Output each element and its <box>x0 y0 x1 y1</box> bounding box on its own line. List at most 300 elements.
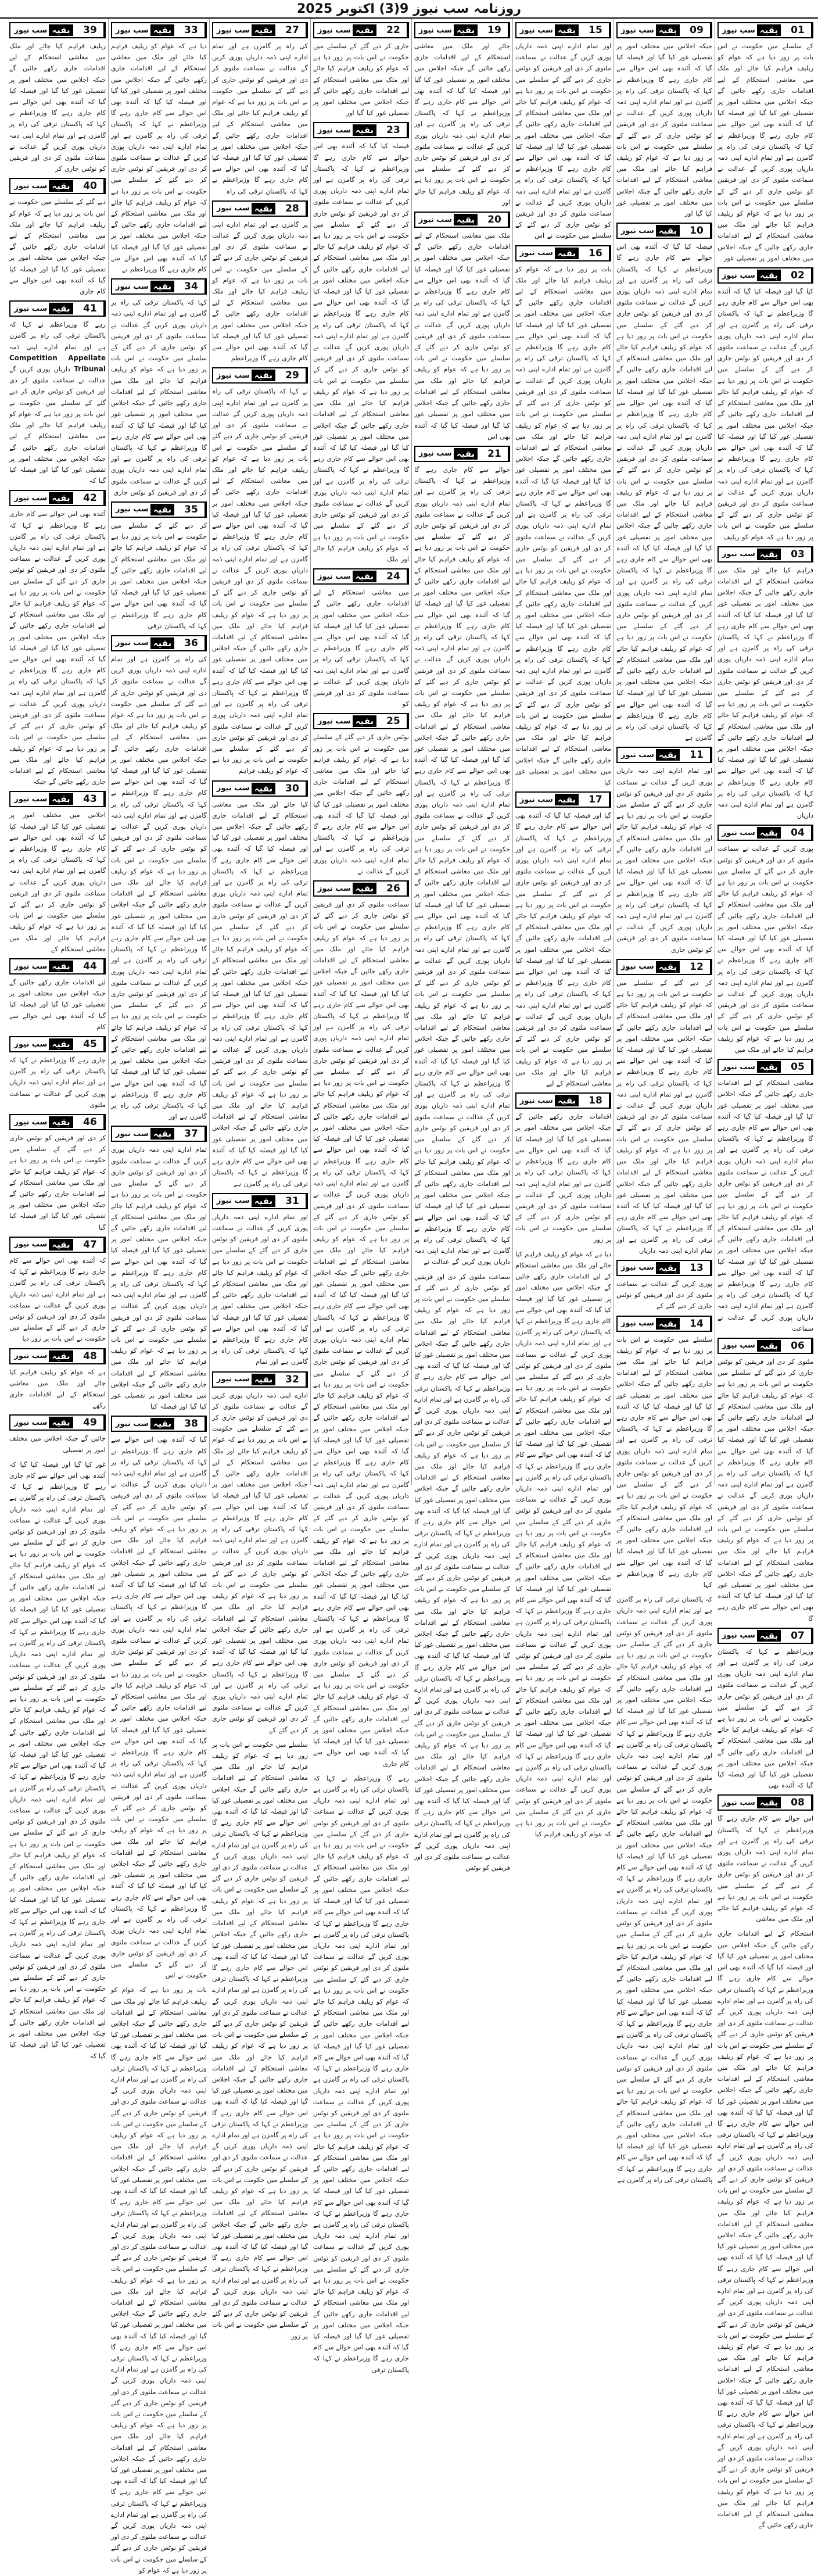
label-baqiya: بقیہ <box>252 203 275 214</box>
story-body: جائیں گے جبکہ اجلاس میں مختلف امور پر تفصیلی <box>9 1435 106 1454</box>
continued-text: سماعت ملتوی کر دی اور فریقین کو نوٹس جاری کر دیے گئے کے سلسلے میں حکومت نے اس بات پر زور دیا ہے کہ عوام کو ریلیف فراہم کیا جائے اور ملک میں معاشی استحکام کے لیے اقدامات جاری رکھے جائیں گے جبکہ اجلاس میں مختلف امور پر تفصیلی غور کیا گیا اور فیصلہ کیا گیا کہ آئندہ بھی اس حوالے سے کام جاری رہے گا وزیراعظم نے کہا کہ پاکستان ترقی کی راہ پر گامزن ہے اور تمام ادارے اپنی ذمہ داریاں پوری کریں گے عدالت نے سماعت ملتوی کر دی اور فریقین کو نوٹس جاری کر دیے گئے کے سلسلے میں حکومت نے اس بات پر زور دیا ہے کہ عوام کو ریلیف فراہم کیا جائے اور ملک میں معاشی استحکام کے لیے اقدامات جاری رکھے جائیں گے جبکہ اجلاس میں مختلف امور پر تفصیلی غور کیا گیا اور فیصلہ کیا گیا کہ آئندہ بھی اس حوالے سے کام جاری رہے گا وزیراعظم نے کہا کہ پاکستان ترقی کی راہ پر گامزن ہے اور تمام ادارے اپنی ذمہ داریاں پوری کریں گے عدالت نے سماعت ملتوی کر دی اور فریقین کو نوٹس جاری کر دیے گئے کے سلسلے میں حکومت نے اس بات پر زور دیا ہے کہ عوام کو ریلیف فراہم کیا جائے اور ملک میں معاشی استحکام کے لیے اقدامات جاری رکھے جائیں گے جبکہ اجلاس میں مختلف امور پر تفصیلی غور کیا گیا اور فیصلہ کیا گیا کہ آئندہ بھی اس حوالے سے کام جاری رہے گا وزیراعظم نے کہا کہ پاکستان ترقی کی راہ پر گامزن ہے اور تمام ادارے اپنی ذمہ داریاں پوری کریں گے عدالت نے سماعت ملتوی کر دی اور فریقین کو نوٹس جاری کر دیے گئے کے سلسلے میں حکومت نے اس بات پر زور دیا ہے کہ عوام کو ریلیف فراہم کیا جائے اور ملک میں معاشی استحکام کے لیے اقدامات جاری رکھے جائیں گے جبکہ اجلاس میں مختلف امور پر تفصیلی غور کیا گیا اور فیصلہ کیا گیا کہ آئندہ بھی اس حوالے سے کام جاری رہے گا وزیراعظم نے کہا کہ پاکستان ترقی کی راہ پر گامزن ہے اور تمام ادارے اپنی ذمہ داریاں پوری کریں گے عدالت نے سماعت ملتوی کر دی اور فریقین کو نوٹس <box>414 1273 510 1872</box>
story-body: فیصلہ کیا گیا کہ آئندہ بھی اس حوالے سے کام جاری رہے گا وزیراعظم نے کہا کہ پاکستان ترقی کی راہ پر گامزن ہے اور تمام ادارے اپنی ذمہ داریاں پوری کریں گے عدالت نے سماعت ملتوی کر دی اور فریقین کو نوٹس جاری کر دیے گئے کے سلسلے میں حکومت نے اس بات پر زور دیا ہے کہ عوام کو ریلیف فراہم کیا جائے اور ملک میں معاشی استحکام کے لیے اقدامات جاری رکھے جائیں گے جبکہ اجلاس میں مختلف امور پر تفصیلی غور کیا گیا اور فیصلہ کیا گیا کہ آئندہ بھی اس حوالے سے کام جاری رہے گا وزیراعظم نے کہا کہ پاکستان ترقی کی راہ پر گامزن ہے اور تمام ادارے اپنی ذمہ داریاں پوری کریں گے عدالت نے سماعت ملتوی کر دی اور فریقین کو نوٹس جاری کر دیے گئے کے سلسلے میں حکومت نے اس بات پر زور دیا ہے کہ عوام کو ریلیف فراہم کیا جائے اور ملک میں معاشی استحکام کے لیے اقدامات جاری رکھے جائیں گے جبکہ اجلاس میں مختلف امور پر تفصیلی غور کیا گیا اور فیصلہ کیا گیا کہ آئندہ بھی اس حوالے سے کام جاری رہے گا وزیراعظم نے کہا کہ پاکستان ترقی کی راہ پر گامزن ہے اور تمام ادارے اپنی ذمہ داریاں پوری کریں گے عدالت نے سماعت ملتوی کر دی اور فریقین کو نوٹس جاری کر دیے گئے کے سلسلے میں حکومت نے اس بات پر زور دیا ہے کہ عوام کو ریلیف فراہم کیا جائے اور ملک <box>313 142 409 563</box>
story-label <box>213 23 279 37</box>
story-label <box>10 491 77 505</box>
story-body: گیا کہ آئندہ بھی اس حوالے سے کام جاری رہے گا وزیراعظم نے کہا کہ پاکستان ترقی کی راہ پر گامزن ہے اور تمام ادارے اپنی ذمہ داریاں پوری کریں گے عدالت نے سماعت ملتوی کر دی اور فریقین کو نوٹس جاری کر دیے گئے کے سلسلے میں حکومت نے اس بات پر زور دیا ہے کہ عوام کو ریلیف فراہم کیا جائے اور ملک میں معاشی استحکام کے لیے اقدامات جاری رکھے جائیں گے جبکہ اجلاس میں مختلف امور پر تفصیلی غور کیا گیا اور فیصلہ کیا گیا کہ آئندہ بھی اس حوالے سے کام جاری رہے گا وزیراعظم نے کہا کہ پاکستان ترقی کی راہ پر گامزن ہے اور تمام ادارے اپنی ذمہ داریاں پوری کریں گے عدالت نے سماعت ملتوی کر دی اور فریقین کو نوٹس جاری کر دیے گئے کے سلسلے میں حکومت نے اس بات پر زور دیا ہے کہ عوام کو ریلیف فراہم کیا جائے اور ملک میں معاشی استحکام کے لیے اقدامات جاری رکھے جائیں گے جبکہ اجلاس میں مختلف امور پر تفصیلی غور کیا گیا اور فیصلہ کیا گیا کہ آئندہ بھی اس حوالے سے کام جاری رہے گا وزیراعظم نے کہا کہ پاکستان ترقی کی راہ پر گامزن ہے اور تمام ادارے اپنی ذمہ داریاں پوری کریں گے عدالت نے سماعت ملتوی کر دی اور فریقین کو نوٹس جاری کر دیے گئے کے سلسلے میں حکومت نے اس بات پر زور دیا ہے کہ عوام کو ریلیف فراہم کیا جائے اور ملک میں معاشی استحکام کے لیے اقدامات جاری رکھے جائیں گے جبکہ اجلاس میں مختلف امور پر تفصیلی غور کیا گیا اور فیصلہ کیا گیا کہ آئندہ بھی اس حوالے سے کام جاری رہے گا وزیراعظم نے کہا کہ پاکستان ترقی کی راہ پر گامزن ہے اور تمام ادارے اپنی ذمہ داریاں پوری کریں گے عدالت نے سماعت ملتوی کر دی اور فریقین کو نوٹس جاری کر دیے گئے کے سلسلے میں حکومت نے اس <box>111 1436 207 1980</box>
story-33 <box>111 22 207 275</box>
label-sab-news: سب نیوز <box>14 794 48 804</box>
story-number: 08 <box>784 1796 812 1810</box>
story-body: کیا جائے اور ملک میں معاشی استحکام کے لیے اقدامات جاری رکھے جائیں گے جبکہ اجلاس میں مختلف امور پر تفصیلی غور کیا گیا اور فیصلہ کیا گیا کہ آئندہ بھی اس حوالے سے کام جاری رہے گا وزیراعظم نے کہا کہ پاکستان ترقی کی راہ پر گامزن ہے اور تمام ادارے اپنی ذمہ داریاں پوری کریں گے عدالت نے سماعت ملتوی کر دی اور فریقین کو نوٹس جاری کر دیے گئے کے سلسلے میں حکومت نے اس بات پر زور دیا ہے کہ عوام کو ریلیف فراہم کیا جائے اور ملک میں معاشی استحکام کے لیے اقدامات جاری رکھے جائیں گے جبکہ اجلاس میں مختلف امور پر تفصیلی غور کیا گیا اور فیصلہ کیا گیا کہ آئندہ بھی اس حوالے سے کام جاری رہے گا وزیراعظم نے کہا کہ پاکستان ترقی کی راہ پر گامزن ہے اور تمام ادارے اپنی ذمہ داریاں پوری کریں گے عدالت نے سماعت ملتوی کر دی اور فریقین کو نوٹس جاری کر دیے گئے کے سلسلے میں حکومت نے اس بات پر زور دیا ہے کہ عوام کو ریلیف فراہم کیا جائے اور ملک میں معاشی استحکام کے لیے اقدامات جاری رکھے جائیں گے جبکہ اجلاس میں مختلف امور پر تفصیلی غور کیا گیا اور فیصلہ کیا گیا کہ آئندہ بھی اس حوالے سے کام جاری رہے گا وزیراعظم نے کہا کہ پاکستان ترقی کی راہ پر گامزن ہے <box>212 800 308 1188</box>
story-label <box>719 268 784 282</box>
story-body: اقدامات جاری رکھے جائیں گے جبکہ اجلاس میں مختلف امور پر تفصیلی غور کیا گیا اور فیصلہ کیا گیا کہ آئندہ بھی اس حوالے سے کام جاری رہے گا وزیراعظم نے کہا کہ پاکستان ترقی کی راہ پر گامزن ہے اور تمام ادارے اپنی ذمہ داریاں پوری کریں گے عدالت نے سماعت ملتوی کر دی اور فریقین کو نوٹس جاری کر دیے گئے کے سلسلے میں حکومت نے اس بات پر زور <box>515 1113 611 1244</box>
story-label <box>719 23 784 37</box>
columns-container <box>2 19 816 2574</box>
story-header <box>9 300 106 317</box>
story-header <box>616 1316 712 1332</box>
label-baqiya: بقیہ <box>454 24 478 36</box>
label-sab-news: سب نیوز <box>14 1352 48 1361</box>
story-header <box>717 267 813 284</box>
story-number: 43 <box>77 792 105 806</box>
story-number: 49 <box>77 1416 105 1429</box>
story-number: 03 <box>784 547 812 561</box>
story-37 <box>111 1126 207 1412</box>
story-label <box>516 23 582 37</box>
story-header <box>212 200 308 217</box>
story-body: کہ آئندہ بھی اس حوالے سے کام جاری رہے گا وزیراعظم نے کہا کہ پاکستان ترقی کی راہ پر گامزن ہے اور تمام ادارے اپنی ذمہ داریاں پوری کریں گے عدالت نے سماعت ملتوی کر دی اور فریقین کو نوٹس جاری کر دیے گئے کے سلسلے میں حکومت نے اس بات پر زور دیا <box>9 1256 106 1343</box>
story-header <box>212 780 308 797</box>
label-baqiya: بقیہ <box>252 370 275 381</box>
label-baqiya: بقیہ <box>49 303 73 314</box>
label-baqiya: بقیہ <box>353 124 376 136</box>
label-sab-news: سب نیوز <box>317 26 351 35</box>
story-header <box>717 1338 813 1354</box>
story-body: ملتوی کر دی اور فریقین کو نوٹس جاری کر دیے گئے کے سلسلے میں حکومت نے اس بات پر زور دیا ہے کہ عوام کو ریلیف فراہم کیا جائے اور ملک میں معاشی استحکام کے لیے اقدامات جاری رکھے جائیں گے جبکہ اجلاس میں مختلف امور پر تفصیلی غور کیا گیا اور فیصلہ کیا گیا کہ آئندہ بھی اس حوالے سے کام جاری رہے گا وزیراعظم نے کہا کہ پاکستان ترقی کی راہ پر گامزن ہے اور تمام ادارے اپنی ذمہ داریاں پوری کریں گے عدالت نے سماعت ملتوی کر دی اور فریقین کو نوٹس جاری کر دیے گئے کے سلسلے میں حکومت نے اس بات پر زور دیا ہے کہ عوام کو ریلیف فراہم کیا جائے اور ملک میں معاشی استحکام کے لیے اقدامات جاری رکھے جائیں گے جبکہ اجلاس میں مختلف امور پر تفصیلی غور کیا گیا اور فیصلہ کیا گیا کہ آئندہ بھی اس حوالے سے کام جاری رہے گا <box>717 1357 813 1622</box>
story-02 <box>717 267 813 543</box>
story-label <box>415 447 481 461</box>
story-header <box>9 490 106 506</box>
story-number: 18 <box>582 1094 610 1108</box>
label-sab-news: سب نیوز <box>722 271 755 280</box>
story-label <box>516 793 582 807</box>
story-label <box>618 23 683 37</box>
story-01 <box>717 22 813 264</box>
story-25 <box>313 713 409 877</box>
story-label <box>719 1629 784 1643</box>
story-number: 36 <box>178 636 206 650</box>
story-header <box>9 1036 106 1052</box>
story-body: حوالے سے کام جاری رہے گا وزیراعظم نے کہا کہ پاکستان ترقی کی راہ پر گامزن ہے اور تمام ادارے اپنی ذمہ داریاں پوری کریں گے عدالت نے سماعت ملتوی کر دی اور فریقین کو نوٹس جاری کر دیے گئے کے سلسلے میں حکومت نے اس بات پر زور دیا ہے کہ عوام کو ریلیف فراہم کیا جائے اور ملک میں معاشی استحکام کے لیے اقدامات جاری رکھے جائیں گے جبکہ اجلاس میں مختلف امور پر تفصیلی غور کیا گیا اور فیصلہ کیا گیا کہ آئندہ بھی اس حوالے سے کام جاری رہے گا وزیراعظم نے کہا کہ پاکستان ترقی کی راہ پر گامزن ہے اور تمام ادارے اپنی ذمہ داریاں پوری کریں گے عدالت نے سماعت ملتوی کر دی اور فریقین کو نوٹس جاری کر دیے گئے کے سلسلے میں حکومت نے اس بات پر زور دیا ہے کہ عوام کو ریلیف فراہم کیا جائے اور ملک میں معاشی استحکام کے لیے اقدامات جاری رکھے جائیں گے جبکہ اجلاس میں مختلف امور پر تفصیلی غور کیا گیا اور فیصلہ کیا گیا کہ آئندہ بھی اس حوالے سے کام جاری رہے گا وزیراعظم نے کہا کہ پاکستان ترقی کی راہ پر گامزن ہے اور تمام ادارے اپنی ذمہ داریاں پوری کریں گے عدالت نے سماعت ملتوی کر دی اور فریقین کو نوٹس جاری کر دیے گئے کے سلسلے میں حکومت نے اس بات پر زور دیا ہے کہ عوام کو ریلیف فراہم کیا جائے اور ملک میں معاشی استحکام کے لیے اقدامات جاری رکھے جائیں گے جبکہ اجلاس میں مختلف امور پر تفصیلی غور کیا گیا اور فیصلہ کیا گیا کہ آئندہ بھی اس حوالے سے کام جاری رہے گا وزیراعظم نے کہا کہ پاکستان ترقی کی راہ پر گامزن ہے اور تمام ادارے اپنی ذمہ داریاں پوری کریں گے عدالت نے سماعت ملتوی کر دی اور فریقین کو نوٹس جاری کر دیے گئے کے سلسلے میں حکومت نے اس بات پر زور دیا ہے کہ عوام کو ریلیف فراہم کیا جائے اور ملک میں معاشی استحکام کے لیے اقدامات جاری رکھے جائیں گے جبکہ اجلاس میں مختلف امور پر تفصیلی غور کیا گیا اور فیصلہ کیا گیا کہ آئندہ بھی اس حوالے سے کام جاری رہے گا وزیراعظم نے کہا کہ پاکستان ترقی کی راہ پر گامزن ہے اور تمام ادارے اپنی ذمہ داریاں پوری کریں گے عدالت نے سماعت ملتوی کر دی اور فریقین کو نوٹس جاری کر دیے گئے کے سلسلے میں حکومت نے اس بات پر زور دیا ہے کہ عوام کو ریلیف فراہم کیا جائے اور ملک میں معاشی استحکام کے لیے اقدامات جاری رکھے جائیں گے جبکہ اجلاس میں مختلف امور پر تفصیلی غور کیا گیا اور فیصلہ کیا گیا کہ آئندہ بھی اس حوالے سے کام جاری رہے گا وزیراعظم نے کہا کہ پاکستان ترقی کی راہ پر گامزن ہے اور تمام ادارے اپنی ذمہ داریاں پوری کریں گے عدالت نے <box>414 465 510 1266</box>
label-sab-news: سب نیوز <box>317 126 351 135</box>
story-header <box>313 880 409 897</box>
story-40 <box>9 178 106 297</box>
story-header <box>313 22 409 38</box>
label-sab-news: سب نیوز <box>519 26 553 35</box>
story-body: جبکہ اجلاس میں مختلف امور پر تفصیلی غور کیا گیا اور فیصلہ کیا گیا کہ آئندہ بھی اس حوالے سے کام جاری رہے گا وزیراعظم نے کہا کہ پاکستان ترقی کی راہ پر گامزن ہے اور تمام ادارے اپنی ذمہ داریاں پوری کریں گے عدالت نے سماعت ملتوی کر دی اور فریقین کو نوٹس جاری کر دیے گئے کے سلسلے میں حکومت نے اس بات پر زور دیا ہے کہ عوام کو ریلیف فراہم کیا جائے اور ملک میں معاشی استحکام کے لیے اقدامات جاری رکھے جائیں گے جبکہ اجلاس میں مختلف امور پر تفصیلی غور کیا گیا اور <box>616 42 712 218</box>
story-label <box>213 782 279 796</box>
continued-text: استحکام کے لیے اقدامات جاری رکھے جائیں گے جبکہ اجلاس میں مختلف امور پر تفصیلی غور کیا گیا اور فیصلہ کیا گیا کہ آئندہ بھی اس حوالے سے کام جاری رہے گا وزیراعظم نے کہا کہ پاکستان ترقی کی راہ پر گامزن ہے اور تمام ادارے اپنی ذمہ داریاں پوری کریں گے عدالت نے سماعت ملتوی کر دی اور فریقین کو نوٹس جاری کر دیے گئے کے سلسلے میں حکومت نے اس بات پر زور دیا ہے کہ عوام کو ریلیف فراہم کیا جائے اور ملک میں معاشی استحکام کے لیے اقدامات جاری رکھے جائیں گے جبکہ اجلاس میں مختلف امور پر تفصیلی غور کیا گیا اور فیصلہ کیا گیا کہ آئندہ بھی اس حوالے سے کام جاری رہے گا وزیراعظم نے کہا کہ پاکستان ترقی کی راہ پر گامزن ہے اور تمام ادارے اپنی ذمہ داریاں پوری کریں گے عدالت نے سماعت ملتوی کر دی اور فریقین کو نوٹس جاری کر دیے گئے کے سلسلے میں حکومت نے اس بات پر زور دیا ہے کہ عوام کو ریلیف فراہم کیا جائے اور ملک میں معاشی استحکام کے لیے اقدامات جاری رکھے جائیں گے جبکہ اجلاس میں مختلف امور پر تفصیلی غور کیا گیا اور فیصلہ کیا گیا کہ آئندہ بھی اس حوالے سے کام جاری رہے گا وزیراعظم نے کہا کہ پاکستان ترقی کی راہ پر گامزن ہے اور تمام ادارے اپنی ذمہ داریاں پوری کریں گے عدالت نے سماعت ملتوی کر دی اور فریقین کو نوٹس جاری کر دیے گئے کے سلسلے میں حکومت نے اس بات پر زور دیا ہے کہ عوام کو ریلیف فراہم کیا جائے اور ملک میں معاشی استحکام کے لیے اقدامات جاری رکھے جائیں گے جبکہ اجلاس میں مختلف امور پر تفصیلی غور کیا گیا اور فیصلہ کیا گیا کہ آئندہ بھی اس حوالے سے کام جاری رہے گا وزیراعظم نے کہا کہ پاکستان ترقی کی راہ پر گامزن ہے اور تمام ادارے اپنی ذمہ داریاں پوری کریں گے عدالت نے سماعت ملتوی کر دی اور فریقین کو نوٹس جاری کر دیے گئے کے سلسلے میں حکومت نے اس بات پر زور دیا ہے کہ عوام کو ریلیف فراہم کیا جائے اور ملک میں معاشی استحکام کے لیے اقدامات جاری رکھے جائیں گے <box>717 1930 813 2530</box>
story-label <box>112 280 178 293</box>
label-baqiya: بقیہ <box>353 571 376 582</box>
story-body: نے کہا کہ پاکستان ترقی کی راہ پر گامزن ہے اور تمام ادارے اپنی ذمہ داریاں پوری کریں گے عدالت نے سماعت ملتوی کر دی اور فریقین کو نوٹس جاری کر دیے گئے کے سلسلے میں حکومت نے اس بات پر زور دیا ہے کہ عوام کو ریلیف فراہم کیا جائے اور ملک میں معاشی استحکام کے لیے اقدامات جاری رکھے جائیں گے جبکہ اجلاس میں مختلف امور پر تفصیلی غور کیا گیا اور فیصلہ کیا گیا کہ آئندہ بھی اس حوالے سے کام جاری رہے گا وزیراعظم نے کہا کہ پاکستان ترقی کی راہ پر گامزن ہے اور تمام ادارے اپنی ذمہ داریاں پوری کریں گے عدالت نے سماعت ملتوی کر دی اور فریقین کو نوٹس جاری کر دیے گئے کے سلسلے میں حکومت نے اس بات پر زور دیا ہے کہ عوام کو ریلیف فراہم کیا جائے اور ملک میں معاشی استحکام کے لیے اقدامات جاری رکھے جائیں گے جبکہ اجلاس میں مختلف امور پر تفصیلی غور کیا گیا اور فیصلہ کیا گیا کہ آئندہ بھی اس حوالے سے کام جاری رہے گا وزیراعظم نے کہا کہ پاکستان ترقی کی راہ پر گامزن ہے اور تمام ادارے اپنی ذمہ داریاں پوری کریں گے عدالت نے سماعت ملتوی کر دی اور فریقین کو نوٹس جاری کر دیے گئے کے سلسلے میں حکومت نے اس بات پر زور دیا ہے کہ عوام کو ریلیف فراہم <box>212 388 308 775</box>
label-sab-news: سب نیوز <box>14 304 48 313</box>
label-baqiya: بقیہ <box>353 24 376 36</box>
story-number: 05 <box>784 1060 812 1074</box>
label-baqiya: بقیہ <box>150 1128 174 1140</box>
story-body: جاری کر دیے گئے کے سلسلے میں حکومت نے اس بات پر زور دیا ہے کہ عوام کو ریلیف فراہم کیا جائے اور ملک میں معاشی استحکام کے لیے اقدامات جاری رکھے جائیں گے جبکہ اجلاس میں مختلف امور پر تفصیلی غور کیا گیا اور <box>313 42 409 117</box>
story-number: 30 <box>279 782 307 796</box>
story-header <box>212 367 308 384</box>
label-baqiya: بقیہ <box>656 24 680 36</box>
label-sab-news: سب نیوز <box>722 26 755 35</box>
story-body: معاشی استحکام کے لیے اقدامات جاری رکھے جائیں گے جبکہ اجلاس میں مختلف امور پر تفصیلی غور کیا گیا اور فیصلہ کیا گیا کہ آئندہ بھی اس حوالے سے کام جاری رہے گا وزیراعظم نے کہا کہ پاکستان ترقی کی راہ پر گامزن ہے اور تمام ادارے اپنی ذمہ داریاں پوری کریں گے عدالت نے سماعت ملتوی کر دی اور فریقین کو نوٹس جاری کر دیے گئے کے سلسلے میں حکومت نے اس بات پر زور دیا ہے کہ عوام کو ریلیف فراہم کیا جائے اور ملک میں معاشی استحکام کے لیے اقدامات جاری رکھے جائیں گے جبکہ اجلاس میں مختلف امور پر تفصیلی غور کیا گیا اور فیصلہ کیا گیا کہ آئندہ بھی اس حوالے سے کام جاری رہے گا وزیراعظم نے کہا کہ پاکستان ترقی کی راہ پر گامزن ہے اور تمام ادارے اپنی ذمہ داریاں پوری کریں گے عدالت نے سماعت <box>717 1079 813 1332</box>
label-sab-news: سب نیوز <box>620 1263 654 1273</box>
story-label <box>314 714 380 728</box>
label-baqiya: بقیہ <box>353 883 376 894</box>
english-term: Competition Appellate Tribunal <box>9 353 106 374</box>
story-13 <box>616 1260 712 1312</box>
column-4 <box>411 19 512 1872</box>
label-baqiya: بقیہ <box>757 24 781 36</box>
label-sab-news: سب نیوز <box>216 1196 250 1206</box>
story-number: 48 <box>77 1349 105 1363</box>
story-number: 28 <box>279 202 307 216</box>
label-sab-news: سب نیوز <box>317 716 351 726</box>
story-body: اس حوالے سے کام جاری رہے گا وزیراعظم نے کہا کہ پاکستان ترقی کی راہ پر گامزن ہے اور تمام ادارے اپنی ذمہ داریاں پوری کریں گے عدالت نے سماعت ملتوی کر دی اور فریقین کو نوٹس جاری کر دیے گئے کے سلسلے میں حکومت نے اس بات پر زور دیا ہے کہ عوام کو ریلیف فراہم کیا جائے اور ملک میں معاشی <box>717 1815 813 1923</box>
story-label <box>415 23 481 37</box>
story-header <box>212 22 308 38</box>
story-label <box>719 1060 784 1074</box>
story-number: 16 <box>582 246 610 260</box>
story-28 <box>212 200 308 364</box>
story-body: پوری کریں گے عدالت نے سماعت ملتوی کر دی اور فریقین کو نوٹس جاری کر دیے گئے کے <box>616 1280 712 1310</box>
story-header <box>414 446 510 462</box>
label-sab-news: سب نیوز <box>14 26 48 35</box>
story-label <box>719 547 784 561</box>
story-header <box>515 791 611 808</box>
story-header <box>717 22 813 38</box>
story-number: 09 <box>683 23 711 37</box>
label-baqiya: بقیہ <box>49 492 73 504</box>
label-sab-news: سب نیوز <box>115 282 149 291</box>
story-34 <box>111 278 207 498</box>
label-baqiya: بقیہ <box>555 24 579 36</box>
story-header <box>414 22 510 38</box>
label-sab-news: سب نیوز <box>115 26 149 35</box>
label-baqiya: بقیہ <box>49 1350 73 1362</box>
story-body: ملک میں معاشی استحکام کے لیے اقدامات جاری رکھے جائیں گے جبکہ اجلاس میں مختلف امور پر تفصیلی غور کیا گیا اور فیصلہ کیا گیا کہ آئندہ بھی اس حوالے سے کام جاری رہے گا وزیراعظم نے کہا کہ پاکستان ترقی کی راہ پر گامزن ہے اور تمام ادارے اپنی ذمہ داریاں پوری کریں گے عدالت نے سماعت ملتوی کر دی اور فریقین کو نوٹس جاری کر دیے گئے کے سلسلے میں حکومت نے اس بات پر زور دیا ہے کہ عوام کو ریلیف فراہم کیا جائے اور ملک میں معاشی استحکام کے لیے اقدامات جاری رکھے جائیں گے جبکہ اجلاس میں مختلف امور پر تفصیلی غور کیا گیا اور فیصلہ کیا گیا کہ آئندہ بھی اس <box>414 232 510 440</box>
story-46 <box>9 1114 106 1233</box>
label-sab-news: سب نیوز <box>722 828 755 837</box>
story-body: کی راہ پر گامزن ہے اور تمام ادارے اپنی ذمہ داریاں پوری کریں گے عدالت نے سماعت ملتوی کر دی اور فریقین کو نوٹس جاری کر دیے گئے کے سلسلے میں حکومت نے اس بات پر زور دیا ہے کہ عوام کو ریلیف فراہم کیا جائے اور ملک میں معاشی استحکام کے لیے اقدامات جاری رکھے جائیں گے جبکہ اجلاس میں مختلف امور پر تفصیلی غور کیا گیا اور فیصلہ کیا گیا کہ آئندہ بھی اس حوالے سے کام جاری رہے گا وزیراعظم نے کہا کہ پاکستان ترقی کی راہ <box>212 42 308 195</box>
story-45 <box>9 1036 106 1110</box>
story-header <box>111 1416 207 1432</box>
label-baqiya: بقیہ <box>49 793 73 805</box>
story-body: سماعت ملتوی کر دی اور فریقین کو نوٹس جاری کر دیے گئے کے سلسلے میں حکومت نے اس بات پر زور دیا ہے کہ عوام کو ریلیف فراہم کیا جائے اور ملک میں معاشی استحکام کے لیے اقدامات جاری رکھے جائیں گے جبکہ اجلاس میں مختلف امور پر تفصیلی غور کیا گیا اور فیصلہ کیا گیا کہ آئندہ بھی اس حوالے سے کام جاری رہے گا وزیراعظم نے کہا کہ پاکستان ترقی کی راہ پر گامزن ہے اور تمام ادارے اپنی ذمہ داریاں پوری کریں گے عدالت نے سماعت ملتوی کر دی اور فریقین کو نوٹس جاری کر دیے گئے کے سلسلے میں حکومت نے اس بات پر زور دیا ہے کہ عوام کو ریلیف فراہم کیا جائے اور ملک میں معاشی استحکام کے لیے اقدامات جاری رکھے جائیں گے جبکہ اجلاس میں مختلف امور پر تفصیلی غور کیا گیا اور فیصلہ کیا گیا کہ آئندہ بھی اس حوالے سے کام جاری رہے گا وزیراعظم نے کہا کہ پاکستان ترقی کی راہ پر گامزن ہے اور تمام ادارے اپنی ذمہ داریاں پوری کریں گے عدالت نے سماعت ملتوی کر دی اور فریقین کو نوٹس جاری کر دیے گئے کے سلسلے میں حکومت نے اس بات پر زور دیا ہے کہ عوام کو ریلیف فراہم کیا جائے اور ملک میں معاشی استحکام کے لیے اقدامات جاری رکھے جائیں گے جبکہ اجلاس میں مختلف امور پر تفصیلی غور کیا گیا اور فیصلہ کیا گیا کہ آئندہ بھی اس حوالے سے کام جاری رہے گا وزیراعظم نے کہا کہ پاکستان ترقی کی راہ پر گامزن ہے اور تمام ادارے اپنی ذمہ داریاں پوری کریں گے عدالت نے سماعت ملتوی کر دی اور فریقین کو نوٹس جاری کر دیے گئے کے سلسلے میں حکومت نے اس بات پر زور دیا ہے کہ عوام کو ریلیف فراہم کیا جائے اور ملک میں معاشی استحکام کے لیے اقدامات جاری رکھے جائیں گے جبکہ اجلاس میں مختلف امور پر تفصیلی غور کیا گیا اور فیصلہ کیا گیا کہ آئندہ بھی اس حوالے سے کام جاری رہے گا وزیراعظم نے کہا کہ پاکستان ترقی کی راہ پر گامزن ہے اور تمام ادارے اپنی ذمہ داریاں پوری کریں گے عدالت نے سماعت ملتوی کر دی اور فریقین کو نوٹس جاری کر دیے گئے کے سلسلے میں حکومت نے اس بات پر زور دیا ہے کہ عوام کو ریلیف فراہم کیا جائے اور ملک میں معاشی استحکام کے لیے اقدامات جاری رکھے جائیں گے جبکہ اجلاس میں مختلف امور پر تفصیلی غور کیا گیا اور فیصلہ کیا گیا کہ آئندہ بھی اس حوالے سے کام جاری رہے گا وزیراعظم نے کہا کہ پاکستان ترقی کی راہ پر گامزن ہے اور تمام ادارے اپنی ذمہ داریاں پوری کریں گے عدالت نے سماعت ملتوی کر دی اور فریقین کو نوٹس جاری کر دیے گئے کے سلسلے میں حکومت نے اس بات پر زور دیا ہے کہ عوام کو ریلیف فراہم کیا جائے اور ملک میں معاشی استحکام کے لیے اقدامات جاری رکھے جائیں گے جبکہ اجلاس میں مختلف امور پر تفصیلی غور کیا گیا اور فیصلہ کیا گیا کہ آئندہ بھی اس حوالے سے کام جاری <box>313 901 409 1768</box>
label-baqiya: بقیہ <box>49 1116 73 1128</box>
story-header <box>616 22 712 38</box>
label-sab-news: سب نیوز <box>722 1062 755 1072</box>
story-header <box>212 1193 308 1209</box>
story-label <box>10 959 77 973</box>
story-header <box>212 1371 308 1388</box>
story-header <box>9 791 106 807</box>
story-number: 32 <box>279 1373 307 1386</box>
story-label <box>213 202 279 216</box>
story-number: 45 <box>77 1037 105 1051</box>
story-label <box>618 1317 683 1331</box>
story-number: 11 <box>683 748 711 762</box>
label-sab-news: سب نیوز <box>418 215 452 224</box>
label-sab-news: سب نیوز <box>722 550 755 559</box>
story-label <box>516 1094 582 1108</box>
label-sab-news: سب نیوز <box>14 181 48 191</box>
continued-text: سلسلے میں حکومت نے اس بات پر زور دیا ہے کہ عوام کو ریلیف فراہم کیا جائے اور ملک میں معاشی استحکام کے لیے اقدامات جاری رکھے جائیں گے جبکہ اجلاس میں مختلف امور پر تفصیلی غور کیا گیا اور فیصلہ کیا گیا کہ آئندہ بھی اس حوالے سے کام جاری رہے گا وزیراعظم نے کہا کہ پاکستان ترقی کی راہ پر گامزن ہے اور تمام ادارے اپنی ذمہ داریاں پوری کریں گے عدالت نے سماعت ملتوی کر دی اور فریقین کو نوٹس جاری کر دیے گئے کے سلسلے میں حکومت نے اس بات پر زور دیا ہے کہ عوام کو ریلیف فراہم کیا جائے اور ملک میں معاشی استحکام کے لیے اقدامات جاری رکھے جائیں گے جبکہ اجلاس میں مختلف امور پر تفصیلی غور کیا گیا اور فیصلہ کیا گیا کہ آئندہ بھی اس حوالے سے کام جاری رہے گا وزیراعظم نے کہا کہ پاکستان ترقی کی راہ پر گامزن ہے اور تمام ادارے اپنی ذمہ داریاں پوری کریں گے عدالت نے سماعت ملتوی کر دی اور فریقین کو نوٹس جاری کر دیے گئے کے سلسلے میں حکومت نے اس بات پر زور دیا ہے کہ عوام کو ریلیف فراہم کیا جائے اور ملک میں معاشی استحکام کے لیے اقدامات جاری رکھے جائیں گے جبکہ اجلاس میں مختلف امور پر تفصیلی غور کیا گیا اور فیصلہ کیا گیا کہ آئندہ بھی اس حوالے سے کام جاری رہے گا وزیراعظم نے کہا کہ پاکستان ترقی کی راہ پر گامزن ہے اور تمام ادارے اپنی ذمہ داریاں پوری کریں گے عدالت نے سماعت ملتوی کر دی اور فریقین کو نوٹس جاری کر دیے گئے کے سلسلے میں حکومت نے اس بات پر زور دیا ہے کہ عوام کو ریلیف فراہم کیا جائے اور ملک میں معاشی استحکام کے لیے اقدامات جاری رکھے جائیں گے جبکہ اجلاس میں مختلف امور پر تفصیلی غور کیا گیا اور فیصلہ کیا گیا کہ آئندہ بھی اس حوالے سے کام جاری رہے گا وزیراعظم نے کہا کہ پاکستان ترقی کی راہ پر گامزن ہے اور تمام ادارے اپنی ذمہ داریاں پوری کریں گے عدالت نے سماعت ملتوی کر دی اور فریقین کو نوٹس جاری کر دیے گئے کے سلسلے میں حکومت نے اس بات پر زور <box>212 1740 308 2340</box>
story-header <box>9 1414 106 1431</box>
story-27 <box>212 22 308 197</box>
story-header <box>9 178 106 194</box>
story-body: گیا اور فیصلہ کیا گیا کہ آئندہ بھی اس حوالے سے کام جاری رہے گا وزیراعظم نے کہا کہ پاکستان ترقی کی راہ پر گامزن ہے اور تمام ادارے اپنی ذمہ داریاں پوری کریں گے عدالت نے سماعت ملتوی کر دی اور فریقین کو نوٹس جاری کر دیے گئے کے سلسلے میں حکومت نے اس بات پر زور دیا ہے کہ عوام کو ریلیف فراہم کیا جائے اور ملک میں معاشی استحکام کے لیے اقدامات جاری رکھے جائیں گے جبکہ اجلاس میں مختلف امور پر تفصیلی غور کیا گیا اور فیصلہ کیا گیا کہ آئندہ بھی اس حوالے سے کام جاری رہے گا وزیراعظم نے کہا کہ پاکستان ترقی کی راہ پر گامزن ہے اور تمام ادارے اپنی ذمہ داریاں پوری کریں گے عدالت نے سماعت ملتوی کر دی اور فریقین کو نوٹس جاری کر دیے گئے کے سلسلے میں حکومت نے اس بات پر زور دیا ہے کہ عوام کو ریلیف فراہم کیا جائے اور ملک میں معاشی استحکام کے لیے <box>515 812 611 1088</box>
story-30 <box>212 780 308 1190</box>
story-header <box>9 1237 106 1253</box>
story-body: بات پر زور دیا ہے کہ عوام کو ریلیف فراہم کیا جائے اور ملک میں معاشی استحکام کے لیے اقدامات جاری رکھے جائیں گے جبکہ اجلاس میں مختلف امور پر تفصیلی غور کیا گیا اور فیصلہ کیا گیا کہ آئندہ بھی اس حوالے سے کام جاری رہے گا وزیراعظم نے کہا کہ پاکستان ترقی کی راہ پر گامزن ہے اور تمام ادارے اپنی ذمہ داریاں پوری کریں گے عدالت نے سماعت ملتوی کر دی اور فریقین کو نوٹس جاری کر دیے گئے کے سلسلے میں حکومت نے اس بات پر زور دیا ہے کہ عوام کو ریلیف فراہم کیا جائے اور ملک میں معاشی استحکام کے لیے اقدامات جاری رکھے جائیں گے جبکہ اجلاس میں مختلف امور پر تفصیلی غور کیا گیا اور فیصلہ کیا گیا کہ آئندہ بھی اس حوالے سے کام جاری رہے گا وزیراعظم نے کہا کہ پاکستان ترقی کی راہ پر گامزن ہے اور تمام ادارے اپنی ذمہ داریاں پوری کریں گے عدالت نے سماعت ملتوی کر دی اور فریقین کو نوٹس جاری کر دیے گئے کے سلسلے میں حکومت نے اس بات پر زور دیا ہے کہ عوام کو ریلیف فراہم کیا جائے اور ملک میں معاشی استحکام کے لیے اقدامات جاری رکھے جائیں گے جبکہ اجلاس میں مختلف امور پر تفصیلی غور کیا گیا اور فیصلہ کیا گیا کہ آئندہ بھی اس حوالے سے کام جاری رہے گا وزیراعظم نے کہا کہ پاکستان ترقی کی راہ پر گامزن ہے اور تمام ادارے اپنی ذمہ داریاں پوری کریں گے عدالت نے سماعت ملتوی کر دی اور فریقین کو نوٹس جاری کر دیے گئے کے سلسلے میں حکومت نے اس بات پر زور دیا ہے کہ عوام کو ریلیف فراہم کیا جائے اور ملک میں معاشی استحکام کے لیے اقدامات جاری رکھے جائیں گے جبکہ اجلاس میں مختلف امور پر تفصیلی غور کیا <box>515 265 611 786</box>
story-header <box>313 713 409 729</box>
story-number: 01 <box>784 23 812 37</box>
story-body: سلسلے میں حکومت نے اس بات پر زور دیا ہے کہ عوام کو ریلیف فراہم کیا جائے اور ملک میں معاشی استحکام کے لیے اقدامات جاری رکھے جائیں گے جبکہ اجلاس میں مختلف امور پر تفصیلی غور کیا گیا اور فیصلہ کیا گیا کہ آئندہ بھی اس حوالے سے کام جاری رہے گا وزیراعظم نے کہا کہ پاکستان ترقی کی راہ پر گامزن ہے اور تمام ادارے اپنی ذمہ داریاں پوری کریں گے عدالت نے سماعت ملتوی کر دی اور فریقین کو نوٹس جاری کر دیے گئے کے سلسلے میں حکومت نے اس بات پر زور دیا ہے کہ عوام کو ریلیف فراہم کیا جائے اور ملک میں معاشی استحکام کے لیے اقدامات جاری رکھے جائیں گے جبکہ اجلاس میں مختلف امور پر تفصیلی غور کیا گیا اور فیصلہ کیا گیا کہ آئندہ بھی اس حوالے سے کام جاری رہے گا وزیراعظم نے کہا <box>616 1335 712 1589</box>
label-baqiya: بقیہ <box>150 504 174 515</box>
label-sab-news: سب نیوز <box>14 1240 48 1249</box>
label-baqiya: بقیہ <box>757 1797 781 1808</box>
story-number: 23 <box>380 123 408 137</box>
story-label <box>112 636 178 650</box>
story-11 <box>616 747 712 955</box>
story-07 <box>717 1628 813 1792</box>
label-baqiya: بقیہ <box>150 637 174 649</box>
story-05 <box>717 1059 813 1334</box>
story-number: 37 <box>178 1127 206 1141</box>
label-baqiya: بقیہ <box>656 961 680 973</box>
continued-text: دیا ہے کہ عوام کو ریلیف فراہم کیا جائے اور ملک میں معاشی استحکام کے لیے اقدامات جاری رکھے جائیں گے جبکہ اجلاس میں مختلف امور پر تفصیلی غور کیا گیا اور فیصلہ کیا گیا کہ آئندہ بھی اس حوالے سے کام جاری رہے گا وزیراعظم نے کہا کہ پاکستان ترقی کی راہ پر گامزن ہے اور تمام ادارے اپنی ذمہ داریاں پوری کریں گے عدالت نے سماعت ملتوی کر دی اور فریقین کو نوٹس جاری کر دیے گئے کے سلسلے میں حکومت نے اس بات پر زور دیا ہے کہ عوام کو ریلیف فراہم کیا جائے اور ملک میں معاشی استحکام کے لیے اقدامات جاری رکھے جائیں گے جبکہ اجلاس میں مختلف امور پر تفصیلی غور کیا گیا اور فیصلہ کیا گیا کہ آئندہ بھی اس حوالے سے کام جاری رہے گا وزیراعظم نے کہا کہ پاکستان ترقی کی راہ پر گامزن ہے اور تمام ادارے اپنی ذمہ داریاں پوری کریں گے عدالت نے سماعت ملتوی کر دی اور فریقین کو نوٹس جاری کر دیے گئے کے سلسلے میں حکومت نے اس بات پر زور دیا ہے کہ عوام کو ریلیف فراہم کیا جائے اور ملک میں معاشی استحکام کے لیے اقدامات جاری رکھے جائیں گے جبکہ اجلاس میں مختلف امور پر تفصیلی غور کیا گیا اور فیصلہ کیا گیا کہ آئندہ بھی اس حوالے سے کام جاری رہے گا وزیراعظم نے کہا کہ پاکستان ترقی کی راہ پر گامزن ہے اور تمام ادارے اپنی ذمہ داریاں پوری کریں گے عدالت نے سماعت ملتوی کر دی اور فریقین کو نوٹس جاری کر دیے گئے کے سلسلے میں حکومت نے اس بات پر زور دیا ہے کہ عوام کو ریلیف فراہم کیا جائے اور ملک میں معاشی استحکام کے لیے اقدامات جاری رکھے جائیں گے جبکہ اجلاس میں مختلف امور پر تفصیلی غور کیا گیا اور فیصلہ کیا گیا کہ آئندہ بھی اس حوالے سے کام جاری رہے گا وزیراعظم نے کہا کہ پاکستان ترقی کی راہ پر گامزن ہے اور تمام ادارے اپنی ذمہ داریاں پوری کریں گے عدالت نے سماعت ملتوی کر دی اور فریقین کو نوٹس جاری کر دیے گئے کے سلسلے میں حکومت نے اس بات پر زور دیا ہے کہ عوام کو ریلیف فراہم کیا <box>515 1250 611 1839</box>
story-label <box>10 1349 77 1363</box>
story-number: 07 <box>784 1629 812 1643</box>
label-sab-news: سب نیوز <box>519 249 553 258</box>
story-label <box>719 826 784 840</box>
story-label <box>618 960 683 974</box>
story-label <box>719 1796 784 1810</box>
story-number: 22 <box>380 23 408 37</box>
story-label <box>112 1417 178 1431</box>
label-sab-news: سب نیوز <box>14 1117 48 1127</box>
story-04 <box>717 825 813 1055</box>
story-header <box>616 959 712 975</box>
column-1 <box>715 19 816 2530</box>
label-sab-news: سب نیوز <box>317 884 351 893</box>
story-header <box>111 278 207 295</box>
label-baqiya: بقیہ <box>555 794 579 805</box>
story-number: 04 <box>784 826 812 840</box>
story-body: دیا ہے کہ عوام کو ریلیف فراہم کیا جائے اور ملک میں معاشی استحکام کے لیے اقدامات جاری رکھے جائیں گے جبکہ اجلاس میں مختلف امور پر تفصیلی غور کیا گیا اور فیصلہ کیا گیا کہ آئندہ بھی اس حوالے سے کام جاری رہے گا وزیراعظم نے کہا کہ پاکستان ترقی کی راہ پر گامزن ہے اور تمام ادارے اپنی ذمہ داریاں پوری کریں گے عدالت نے سماعت ملتوی کر دی اور فریقین کو نوٹس جاری کر دیے گئے کے سلسلے میں حکومت نے اس بات پر زور دیا ہے کہ عوام کو ریلیف فراہم کیا جائے اور ملک میں معاشی استحکام کے لیے اقدامات جاری رکھے جائیں گے جبکہ اجلاس میں مختلف امور پر تفصیلی غور کیا گیا اور فیصلہ کیا گیا کہ آئندہ بھی اس حوالے سے کام جاری رہے گا وزیراعظم نے <box>111 42 207 274</box>
story-39 <box>9 22 106 174</box>
label-sab-news: سب نیوز <box>14 1418 48 1427</box>
story-header <box>9 1348 106 1364</box>
continued-text: بات پر زور دیا ہے کہ عوام کو ریلیف فراہم کیا جائے اور ملک میں معاشی استحکام کے لیے اقدامات جاری رکھے جائیں گے جبکہ اجلاس میں مختلف امور پر تفصیلی غور کیا گیا اور فیصلہ کیا گیا کہ آئندہ بھی اس حوالے سے کام جاری رہے گا وزیراعظم نے کہا کہ پاکستان ترقی کی راہ پر گامزن ہے اور تمام ادارے اپنی ذمہ داریاں پوری کریں گے عدالت نے سماعت ملتوی کر دی اور فریقین کو نوٹس جاری کر دیے گئے کے سلسلے میں حکومت نے اس بات پر زور دیا ہے کہ عوام کو ریلیف فراہم کیا جائے اور ملک میں معاشی استحکام کے لیے اقدامات جاری رکھے جائیں گے جبکہ اجلاس میں مختلف امور پر تفصیلی غور کیا گیا اور فیصلہ کیا گیا کہ آئندہ بھی اس حوالے سے کام جاری رہے گا وزیراعظم نے کہا کہ پاکستان ترقی کی راہ پر گامزن ہے اور تمام ادارے اپنی ذمہ داریاں پوری کریں گے عدالت نے سماعت ملتوی کر دی اور فریقین کو نوٹس جاری کر دیے گئے کے سلسلے میں حکومت نے اس بات پر زور دیا ہے کہ عوام کو ریلیف فراہم کیا جائے اور ملک میں معاشی استحکام کے لیے اقدامات جاری رکھے جائیں گے جبکہ اجلاس میں مختلف امور پر تفصیلی غور کیا گیا اور فیصلہ کیا گیا کہ آئندہ بھی اس حوالے سے کام جاری رہے گا وزیراعظم نے کہا کہ پاکستان ترقی کی راہ پر گامزن ہے اور تمام ادارے اپنی ذمہ داریاں پوری کریں گے عدالت نے سماعت ملتوی کر دی اور فریقین کو نوٹس جاری کر دیے گئے کے سلسلے میں حکومت نے اس بات پر زور دیا ہے کہ عوام کو ریلیف فراہم کیا جائے اور ملک میں معاشی استحکام کے لیے اقدامات جاری رکھے جائیں گے جبکہ اجلاس میں مختلف امور پر تفصیلی غور کیا گیا اور فیصلہ کیا گیا کہ آئندہ بھی اس حوالے سے کام جاری رہے گا وزیراعظم نے کہا کہ پاکستان ترقی کی راہ پر گامزن ہے اور تمام ادارے اپنی ذمہ داریاں پوری کریں گے عدالت نے سماعت ملتوی کر دی اور فریقین کو نوٹس جاری کر دیے گئے کے سلسلے میں حکومت نے اس بات پر زور دیا ہے کہ عوام کو <box>111 1986 207 2574</box>
story-header <box>616 747 712 763</box>
label-baqiya: بقیہ <box>656 749 680 761</box>
story-body: کیا گیا اور فیصلہ کیا گیا کہ آئندہ بھی اس حوالے سے کام جاری رہے گا وزیراعظم نے کہا کہ پاکستان ترقی کی راہ پر گامزن ہے اور تمام ادارے اپنی ذمہ داریاں پوری کریں گے عدالت نے سماعت ملتوی کر دی اور فریقین کو نوٹس جاری کر دیے گئے کے سلسلے میں حکومت نے اس بات پر زور دیا ہے کہ عوام کو ریلیف فراہم کیا جائے اور ملک میں معاشی استحکام کے لیے اقدامات جاری رکھے جائیں گے جبکہ اجلاس میں مختلف امور پر تفصیلی غور کیا گیا اور فیصلہ کیا گیا کہ آئندہ بھی اس حوالے سے کام جاری رہے گا وزیراعظم نے کہا کہ پاکستان ترقی کی راہ پر گامزن ہے اور تمام ادارے اپنی ذمہ داریاں پوری کریں گے عدالت نے سماعت ملتوی کر دی اور فریقین کو نوٹس جاری کر دیے گئے کے سلسلے میں حکومت نے اس بات پر زور دیا ہے کہ عوام کو ریلیف <box>717 288 813 541</box>
story-number: 46 <box>77 1115 105 1129</box>
story-number: 35 <box>178 503 206 517</box>
story-number: 44 <box>77 959 105 973</box>
story-body: پوری کریں گے عدالت نے سماعت ملتوی کر دی اور فریقین کو نوٹس جاری کر دیے گئے کے سلسلے میں حکومت نے اس بات پر زور دیا ہے کہ عوام کو ریلیف فراہم کیا جائے اور ملک میں معاشی استحکام کے لیے اقدامات جاری رکھے جائیں گے جبکہ اجلاس میں مختلف امور پر تفصیلی غور کیا گیا اور فیصلہ کیا گیا کہ آئندہ بھی اس حوالے سے کام جاری رہے گا وزیراعظم نے کہا کہ پاکستان ترقی کی راہ پر گامزن ہے اور تمام ادارے اپنی ذمہ داریاں پوری کریں گے عدالت نے سماعت ملتوی کر دی اور فریقین کو نوٹس جاری کر دیے گئے کے سلسلے میں حکومت نے اس بات پر زور دیا ہے کہ عوام کو ریلیف فراہم کیا جائے اور ملک میں <box>717 845 813 1054</box>
story-label <box>618 224 683 238</box>
label-sab-news: سب نیوز <box>216 204 250 213</box>
label-sab-news: سب نیوز <box>115 639 149 648</box>
story-label <box>213 368 279 382</box>
story-17 <box>515 791 611 1089</box>
story-18 <box>515 1092 611 1245</box>
label-baqiya: بقیہ <box>49 1038 73 1050</box>
story-24 <box>313 568 409 710</box>
label-baqiya: بقیہ <box>555 1095 579 1106</box>
story-label <box>10 23 77 37</box>
column-8 <box>7 19 108 2060</box>
story-label <box>10 302 77 316</box>
label-sab-news: سب نیوز <box>216 1375 250 1384</box>
story-label <box>10 1416 77 1429</box>
story-label <box>112 503 178 517</box>
story-header <box>313 568 409 585</box>
label-baqiya: بقیہ <box>150 24 174 36</box>
label-sab-news: سب نیوز <box>115 1419 149 1428</box>
label-baqiya: بقیہ <box>454 214 478 225</box>
story-22 <box>313 22 409 119</box>
story-label <box>10 1238 77 1252</box>
label-sab-news: سب نیوز <box>115 505 149 514</box>
story-number: 26 <box>380 882 408 895</box>
story-header <box>515 22 611 38</box>
label-baqiya: بقیہ <box>656 225 680 237</box>
story-09 <box>616 22 712 219</box>
story-47 <box>9 1237 106 1345</box>
story-08 <box>717 1794 813 1925</box>
column-6 <box>209 19 310 2340</box>
label-sab-news: سب نیوز <box>14 962 48 971</box>
story-number: 47 <box>77 1238 105 1252</box>
story-body: اجلاس میں مختلف امور پر تفصیلی غور کیا گیا اور فیصلہ کیا گیا کہ آئندہ بھی اس حوالے سے کام جاری رہے گا وزیراعظم نے کہا کہ پاکستان ترقی کی راہ پر گامزن ہے اور تمام ادارے اپنی ذمہ داریاں پوری کریں گے عدالت نے سماعت ملتوی کر دی اور فریقین کو نوٹس جاری کر دیے گئے کے سلسلے میں حکومت نے اس بات پر زور دیا ہے کہ عوام کو ریلیف فراہم کیا جائے اور ملک میں معاشی استحکام کے <box>9 811 106 953</box>
column-2 <box>614 19 715 2184</box>
story-body: کے سلسلے میں حکومت نے اس بات پر زور دیا ہے کہ عوام کو ریلیف فراہم کیا جائے اور ملک میں معاشی استحکام کے لیے اقدامات جاری رکھے جائیں گے جبکہ اجلاس میں مختلف امور پر تفصیلی غور کیا گیا اور فیصلہ کیا گیا کہ آئندہ بھی اس حوالے سے کام جاری رہے گا وزیراعظم نے کہا کہ پاکستان ترقی کی راہ پر گامزن ہے اور تمام ادارے اپنی ذمہ داریاں پوری کریں گے عدالت نے سماعت ملتوی کر دی اور فریقین کو نوٹس جاری کر دیے گئے کے سلسلے میں حکومت نے اس بات پر زور دیا ہے کہ عوام کو ریلیف فراہم کیا جائے اور ملک میں معاشی استحکام کے لیے اقدامات جاری رکھے جائیں گے جبکہ اجلاس میں مختلف امور پر تفصیلی غور <box>717 42 813 262</box>
story-body: کہا کہ پاکستان ترقی کی راہ پر گامزن ہے اور تمام ادارے اپنی ذمہ داریاں پوری کریں گے عدالت نے سماعت ملتوی کر دی اور فریقین کو نوٹس جاری کر دیے گئے کے سلسلے میں حکومت نے اس بات پر زور دیا ہے کہ عوام کو ریلیف فراہم کیا جائے اور ملک میں معاشی استحکام کے لیے اقدامات جاری رکھے جائیں گے جبکہ اجلاس میں مختلف امور پر تفصیلی غور کیا گیا اور فیصلہ کیا گیا کہ آئندہ بھی اس حوالے سے کام جاری رہے گا وزیراعظم نے کہا کہ پاکستان ترقی کی راہ پر گامزن ہے اور تمام ادارے اپنی ذمہ داریاں پوری کریں گے عدالت نے سماعت ملتوی کر دی اور فریقین کو نوٹس جاری <box>111 299 207 496</box>
page-title: روزنامہ سب نیوز 9(3) اکتوبر 2025 <box>297 1 521 16</box>
story-header <box>616 1260 712 1276</box>
story-body: نوٹس جاری کر دیے گئے کے سلسلے میں حکومت نے اس بات پر زور دیا ہے کہ عوام کو ریلیف فراہم کیا جائے اور ملک میں معاشی استحکام کے لیے اقدامات جاری رکھے جائیں گے جبکہ اجلاس میں مختلف امور پر تفصیلی غور کیا گیا اور فیصلہ کیا گیا کہ آئندہ بھی اس حوالے سے کام جاری رہے گا وزیراعظم نے کہا کہ پاکستان ترقی کی راہ پر گامزن ہے اور تمام ادارے اپنی ذمہ داریاں پوری کریں گے عدالت نے <box>313 733 409 875</box>
label-baqiya: بقیہ <box>49 180 73 192</box>
label-baqiya: بقیہ <box>252 783 275 794</box>
story-header <box>9 1114 106 1130</box>
continued-text: کہ پاکستان ترقی کی راہ پر گامزن ہے اور تمام ادارے اپنی ذمہ داریاں پوری کریں گے عدالت نے سماعت ملتوی کر دی اور فریقین کو نوٹس جاری کر دیے گئے کے سلسلے میں حکومت نے اس بات پر زور دیا ہے کہ عوام کو ریلیف فراہم کیا جائے اور ملک میں معاشی استحکام کے لیے اقدامات جاری رکھے جائیں گے جبکہ اجلاس میں مختلف امور پر تفصیلی غور کیا گیا اور فیصلہ کیا گیا کہ آئندہ بھی اس حوالے سے کام جاری رہے گا وزیراعظم نے کہا کہ پاکستان ترقی کی راہ پر گامزن ہے اور تمام ادارے اپنی ذمہ داریاں پوری کریں گے عدالت نے سماعت ملتوی کر دی اور فریقین کو نوٹس جاری کر دیے گئے کے سلسلے میں حکومت نے اس بات پر زور دیا ہے کہ عوام کو ریلیف فراہم کیا جائے اور ملک میں معاشی استحکام کے لیے اقدامات جاری رکھے جائیں گے جبکہ اجلاس میں مختلف امور پر تفصیلی غور کیا گیا اور فیصلہ کیا گیا کہ آئندہ بھی اس حوالے سے کام جاری رہے گا وزیراعظم نے کہا کہ پاکستان ترقی کی راہ پر گامزن ہے اور تمام ادارے اپنی ذمہ داریاں پوری کریں گے عدالت نے سماعت ملتوی کر دی اور فریقین کو نوٹس جاری کر دیے گئے کے سلسلے میں حکومت نے اس بات پر زور دیا ہے کہ عوام کو ریلیف فراہم کیا جائے اور ملک میں معاشی استحکام کے لیے اقدامات جاری رکھے جائیں گے جبکہ اجلاس میں مختلف امور پر تفصیلی غور کیا گیا اور فیصلہ کیا گیا کہ آئندہ بھی اس حوالے سے کام جاری رہے گا وزیراعظم نے کہا کہ پاکستان ترقی کی راہ پر گامزن ہے اور تمام ادارے اپنی ذمہ داریاں پوری کریں گے عدالت نے سماعت ملتوی کر دی اور فریقین کو نوٹس جاری کر دیے گئے کے سلسلے میں حکومت نے اس بات پر زور دیا ہے کہ عوام کو ریلیف فراہم کیا جائے اور ملک میں معاشی استحکام کے لیے اقدامات جاری رکھے جائیں گے جبکہ اجلاس میں مختلف امور پر تفصیلی غور کیا گیا اور فیصلہ کیا گیا کہ آئندہ بھی اس حوالے سے کام جاری رہے گا وزیراعظم نے کہا کہ پاکستان ترقی کی راہ پر گامزن ہے <box>616 1596 712 2184</box>
story-header <box>515 1092 611 1109</box>
label-baqiya: بقیہ <box>252 24 275 36</box>
label-baqiya: بقیہ <box>757 1630 781 1642</box>
story-body: پر گامزن ہے اور تمام ادارے اپنی ذمہ داریاں پوری کریں گے عدالت نے سماعت ملتوی کر دی اور فریقین کو نوٹس جاری کر دیے گئے کے سلسلے میں حکومت نے اس بات پر زور دیا ہے کہ عوام کو ریلیف فراہم کیا جائے اور ملک میں معاشی استحکام کے لیے اقدامات جاری رکھے جائیں گے جبکہ اجلاس میں مختلف امور پر تفصیلی غور کیا گیا اور فیصلہ کیا گیا کہ آئندہ بھی اس حوالے سے کام جاری رہے گا وزیراعظم <box>212 220 308 363</box>
story-label <box>415 213 481 227</box>
story-10 <box>616 223 712 743</box>
label-sab-news: سب نیوز <box>620 26 654 35</box>
continued-text: رہے گا وزیراعظم نے کہا کہ پاکستان ترقی کی راہ پر گامزن ہے اور تمام ادارے اپنی ذمہ داریاں پوری کریں گے عدالت نے سماعت ملتوی کر دی اور فریقین کو نوٹس جاری کر دیے گئے کے سلسلے میں حکومت نے اس بات پر زور دیا ہے کہ عوام کو ریلیف فراہم کیا جائے اور ملک میں معاشی استحکام کے لیے اقدامات جاری رکھے جائیں گے جبکہ اجلاس میں مختلف امور پر تفصیلی غور کیا گیا اور فیصلہ کیا گیا کہ آئندہ بھی اس حوالے سے کام جاری رہے گا وزیراعظم نے کہا کہ پاکستان ترقی کی راہ پر گامزن ہے اور تمام ادارے اپنی ذمہ داریاں پوری کریں گے عدالت نے سماعت ملتوی کر دی اور فریقین کو نوٹس جاری کر دیے گئے کے سلسلے میں حکومت نے اس بات پر زور دیا ہے کہ عوام کو ریلیف فراہم کیا جائے اور ملک میں معاشی استحکام کے لیے اقدامات جاری رکھے جائیں گے جبکہ اجلاس میں مختلف امور پر تفصیلی غور کیا گیا اور فیصلہ کیا گیا کہ آئندہ بھی اس حوالے سے کام جاری رہے گا وزیراعظم نے کہا کہ پاکستان ترقی کی راہ پر گامزن ہے اور تمام ادارے اپنی ذمہ داریاں پوری کریں گے عدالت نے سماعت ملتوی کر دی اور فریقین کو نوٹس جاری کر دیے گئے کے سلسلے میں حکومت نے اس بات پر زور دیا ہے کہ عوام کو ریلیف فراہم کیا جائے اور ملک میں معاشی استحکام کے لیے اقدامات جاری رکھے جائیں گے جبکہ اجلاس میں مختلف امور پر تفصیلی غور کیا گیا اور فیصلہ کیا گیا کہ آئندہ بھی اس حوالے سے کام جاری رہے گا وزیراعظم نے کہا کہ پاکستان ترقی کی راہ پر گامزن ہے اور تمام ادارے اپنی ذمہ داریاں پوری کریں گے عدالت نے سماعت ملتوی کر دی اور فریقین کو نوٹس جاری کر دیے گئے کے سلسلے میں حکومت نے اس بات پر زور دیا ہے کہ عوام کو ریلیف فراہم کیا جائے اور ملک میں معاشی استحکام کے لیے اقدامات جاری رکھے جائیں گے جبکہ اجلاس میں مختلف امور پر تفصیلی غور کیا گیا اور فیصلہ کیا گیا کہ آئندہ بھی اس حوالے سے کام جاری رہے گا وزیراعظم نے کہا کہ پاکستان ترقی <box>313 1774 409 2374</box>
story-36 <box>111 635 207 1123</box>
story-label <box>719 1339 784 1353</box>
masthead <box>0 0 818 19</box>
story-number: 17 <box>582 793 610 807</box>
story-body: آئندہ بھی اس حوالے سے کام جاری رہے گا وزیراعظم نے کہا کہ پاکستان ترقی کی راہ پر گامزن ہے اور تمام ادارے اپنی ذمہ داریاں پوری کریں گے عدالت نے سماعت ملتوی کر دی اور فریقین کو نوٹس جاری کر دیے گئے کے سلسلے میں حکومت نے اس بات پر زور دیا ہے کہ عوام کو ریلیف فراہم کیا جائے اور ملک میں معاشی استحکام کے لیے اقدامات جاری رکھے جائیں گے جبکہ اجلاس میں مختلف امور پر تفصیلی غور کیا گیا اور فیصلہ کیا گیا کہ آئندہ بھی اس حوالے سے کام جاری رہے گا وزیراعظم نے کہا کہ پاکستان ترقی کی راہ پر گامزن ہے اور تمام ادارے اپنی ذمہ داریاں پوری کریں گے عدالت نے سماعت ملتوی کر دی اور فریقین کو نوٹس جاری کر دیے گئے کے سلسلے میں حکومت نے اس بات پر زور دیا ہے کہ عوام کو ریلیف فراہم کیا جائے اور ملک میں معاشی استحکام کے لیے اقدامات جاری رکھے جائیں گے جبکہ <box>9 510 106 786</box>
story-header <box>717 546 813 563</box>
column-3 <box>512 19 614 1839</box>
story-number: 20 <box>481 213 509 227</box>
label-baqiya: بقیہ <box>757 549 781 560</box>
story-number: 39 <box>77 23 105 37</box>
label-sab-news: سب نیوز <box>216 784 250 793</box>
label-baqiya: بقیہ <box>454 448 478 460</box>
story-15 <box>515 22 611 242</box>
story-35 <box>111 501 207 632</box>
label-baqiya: بقیہ <box>757 1061 781 1073</box>
label-baqiya: بقیہ <box>252 1374 275 1385</box>
story-label <box>314 123 380 137</box>
story-06 <box>717 1338 813 1624</box>
story-body: ادارے اپنی ذمہ داریاں پوری کریں گے عدالت نے سماعت ملتوی کر دی اور فریقین کو نوٹس جاری کر دیے گئے کے سلسلے میں حکومت نے اس بات پر زور دیا ہے کہ عوام کو ریلیف فراہم کیا جائے اور ملک میں معاشی استحکام کے لیے اقدامات جاری رکھے جائیں گے جبکہ اجلاس میں مختلف امور پر تفصیلی غور کیا گیا اور فیصلہ کیا گیا کہ آئندہ بھی اس حوالے سے کام جاری رہے گا وزیراعظم نے کہا کہ پاکستان ترقی کی راہ پر گامزن ہے اور تمام ادارے اپنی ذمہ داریاں پوری کریں گے عدالت نے سماعت ملتوی کر دی اور فریقین کو نوٹس جاری کر دیے گئے کے سلسلے میں حکومت نے اس بات پر زور دیا ہے کہ عوام کو ریلیف فراہم کیا جائے اور ملک میں معاشی استحکام کے لیے اقدامات جاری رکھے جائیں گے جبکہ اجلاس میں مختلف امور پر تفصیلی غور کیا گیا اور فیصلہ کیا گیا کہ آئندہ بھی اس حوالے سے کام جاری رہے گا وزیراعظم نے کہا کہ پاکستان ترقی کی راہ پر گامزن ہے اور تمام ادارے اپنی ذمہ داریاں پوری کریں گے عدالت نے سماعت ملتوی کر دی اور فریقین کو نوٹس جاری کر دیے گئے کے <box>212 1391 308 1734</box>
story-body: وزیراعظم نے کہا کہ پاکستان ترقی کی راہ پر گامزن ہے اور تمام ادارے اپنی ذمہ داریاں پوری کریں گے عدالت نے سماعت ملتوی کر دی اور فریقین کو نوٹس جاری کر دیے گئے کے سلسلے میں حکومت نے اس بات پر زور دیا ہے کہ عوام کو ریلیف فراہم کیا جائے اور ملک میں معاشی استحکام کے لیے اقدامات جاری رکھے جائیں گے جبکہ اجلاس میں مختلف امور پر تفصیلی غور کیا گیا اور فیصلہ کیا گیا کہ آئندہ بھی <box>717 1647 813 1790</box>
story-42 <box>9 490 106 787</box>
label-baqiya: بقیہ <box>757 270 781 281</box>
label-sab-news: سب نیوز <box>216 26 250 35</box>
story-body: فیصلہ کیا گیا کہ آئندہ بھی اس حوالے سے کام جاری رہے گا وزیراعظم نے کہا کہ پاکستان ترقی کی راہ پر گامزن ہے اور تمام ادارے اپنی ذمہ داریاں پوری کریں گے عدالت نے سماعت ملتوی کر دی اور فریقین کو نوٹس جاری کر دیے گئے کے سلسلے میں حکومت نے اس بات پر زور دیا ہے کہ عوام کو ریلیف فراہم کیا جائے اور ملک میں معاشی استحکام کے لیے اقدامات جاری رکھے جائیں گے جبکہ اجلاس میں مختلف امور پر تفصیلی غور کیا گیا اور فیصلہ کیا گیا کہ آئندہ بھی اس حوالے سے کام جاری رہے گا وزیراعظم نے کہا کہ پاکستان ترقی کی راہ پر گامزن ہے اور تمام ادارے اپنی ذمہ داریاں پوری کریں گے عدالت نے سماعت ملتوی کر دی اور فریقین کو نوٹس جاری کر دیے گئے کے سلسلے میں حکومت نے اس بات پر زور دیا ہے کہ عوام کو ریلیف فراہم کیا جائے اور ملک میں معاشی استحکام کے لیے اقدامات جاری رکھے جائیں گے جبکہ اجلاس میں مختلف امور پر تفصیلی غور کیا گیا اور فیصلہ کیا گیا کہ آئندہ بھی اس حوالے سے کام جاری رہے گا وزیراعظم نے کہا کہ پاکستان ترقی کی راہ پر گامزن ہے اور تمام ادارے اپنی ذمہ داریاں پوری کریں گے عدالت نے سماعت ملتوی کر دی اور فریقین کو نوٹس جاری کر دیے گئے کے سلسلے میں حکومت نے اس بات پر زور دیا ہے کہ عوام کو ریلیف فراہم کیا جائے اور ملک میں معاشی استحکام کے لیے اقدامات جاری رکھے جائیں گے جبکہ اجلاس میں مختلف امور پر تفصیلی غور کیا گیا اور فیصلہ کیا گیا کہ آئندہ بھی اس حوالے سے کام جاری رہے گا وزیراعظم نے کہا کہ پاکستان ترقی کی راہ پر گامزن ہے <box>616 243 712 742</box>
story-number: 15 <box>582 23 610 37</box>
story-label <box>213 1373 279 1386</box>
label-baqiya: بقیہ <box>49 1239 73 1251</box>
label-baqiya: بقیہ <box>49 1417 73 1428</box>
story-number: 38 <box>178 1417 206 1431</box>
story-header <box>111 22 207 38</box>
column-5 <box>310 19 411 2374</box>
story-label <box>213 1194 279 1208</box>
story-label <box>10 179 77 193</box>
story-26 <box>313 880 409 1769</box>
story-body: اور تمام ادارے اپنی ذمہ داریاں پوری کریں گے عدالت نے سماعت ملتوی کر دی اور فریقین کو نوٹس جاری کر دیے گئے کے سلسلے میں حکومت نے اس بات پر زور دیا ہے کہ عوام کو ریلیف فراہم کیا جائے اور ملک میں معاشی استحکام کے لیے اقدامات جاری رکھے جائیں گے جبکہ اجلاس میں مختلف امور پر تفصیلی غور کیا گیا اور فیصلہ کیا گیا کہ آئندہ بھی اس حوالے سے کام جاری رہے گا وزیراعظم نے کہا کہ پاکستان ترقی کی راہ پر گامزن ہے اور تمام <box>212 1213 308 1366</box>
label-sab-news: سب نیوز <box>722 1341 755 1350</box>
story-body: کر دیے گئے کے سلسلے میں حکومت نے اس بات پر زور دیا ہے کہ عوام کو ریلیف فراہم کیا جائے اور ملک میں معاشی استحکام کے لیے اقدامات جاری رکھے جائیں گے جبکہ اجلاس میں مختلف امور پر تفصیلی غور کیا گیا اور فیصلہ کیا گیا کہ آئندہ بھی اس حوالے سے کام جاری رہے گا وزیراعظم نے کہا کہ پاکستان ترقی کی راہ پر گامزن ہے اور تمام ادارے اپنی ذمہ داریاں پوری کریں گے عدالت نے سماعت ملتوی کر دی اور فریقین کو نوٹس جاری کر دیے گئے کے سلسلے میں حکومت نے اس بات پر زور دیا ہے کہ عوام کو ریلیف فراہم کیا جائے اور ملک میں معاشی استحکام کے لیے اقدامات جاری رکھے جائیں گے جبکہ اجلاس میں مختلف امور پر تفصیلی غور کیا گیا اور فیصلہ کیا گیا کہ آئندہ بھی اس حوالے سے کام جاری رہے گا وزیراعظم نے کہا کہ پاکستان ترقی کی راہ پر گامزن ہے اور تمام ادارے اپنی ذمہ داریاں <box>616 979 712 1255</box>
label-sab-news: سب نیوز <box>620 1319 654 1328</box>
story-body: کی راہ پر گامزن ہے اور تمام ادارے اپنی ذمہ داریاں پوری کریں گے عدالت نے سماعت ملتوی کر دی اور فریقین کو نوٹس جاری کر دیے گئے کے سلسلے میں حکومت نے اس بات پر زور دیا ہے کہ عوام کو ریلیف فراہم کیا جائے اور ملک میں معاشی استحکام کے لیے اقدامات جاری رکھے جائیں گے جبکہ اجلاس میں مختلف امور پر تفصیلی غور کیا گیا اور فیصلہ کیا گیا کہ آئندہ بھی اس حوالے سے کام جاری رہے گا وزیراعظم نے کہا کہ پاکستان ترقی کی راہ پر گامزن ہے اور تمام ادارے اپنی ذمہ داریاں پوری کریں گے عدالت نے سماعت ملتوی کر دی اور فریقین کو نوٹس جاری کر دیے گئے کے سلسلے میں حکومت نے اس بات پر زور دیا ہے کہ عوام کو ریلیف فراہم کیا جائے اور ملک میں معاشی استحکام کے لیے اقدامات جاری رکھے جائیں گے جبکہ اجلاس میں مختلف امور پر تفصیلی غور کیا گیا اور فیصلہ کیا گیا کہ آئندہ بھی اس حوالے سے کام جاری رہے گا وزیراعظم نے کہا کہ پاکستان ترقی کی راہ پر گامزن ہے اور تمام ادارے اپنی ذمہ داریاں پوری کریں گے عدالت نے سماعت ملتوی کر دی اور فریقین کو نوٹس جاری کر دیے گئے کے سلسلے میں حکومت نے اس بات پر زور دیا ہے کہ عوام کو ریلیف فراہم کیا جائے اور ملک میں معاشی استحکام کے لیے اقدامات جاری رکھے جائیں گے جبکہ اجلاس میں مختلف امور پر تفصیلی غور کیا گیا اور فیصلہ کیا گیا کہ آئندہ بھی اس حوالے سے کام جاری رہے گا وزیراعظم نے کہا کہ پاکستان ترقی کی راہ پر گامزن ہے اور <box>111 655 207 1121</box>
label-baqiya: بقیہ <box>656 1262 680 1274</box>
story-body: جائے اور ملک میں معاشی استحکام کے لیے اقدامات جاری رکھے جائیں گے جبکہ اجلاس میں مختلف امور پر تفصیلی غور کیا گیا اور فیصلہ کیا گیا کہ آئندہ بھی اس حوالے سے کام جاری رہے گا وزیراعظم نے کہا کہ پاکستان ترقی کی راہ پر گامزن ہے اور تمام ادارے اپنی ذمہ داریاں پوری کریں گے عدالت نے سماعت ملتوی کر دی اور فریقین کو نوٹس جاری کر دیے گئے کے سلسلے میں حکومت نے اس بات پر زور دیا ہے کہ عوام کو ریلیف فراہم کیا جائے اور <box>414 42 510 206</box>
label-baqiya: بقیہ <box>150 1418 174 1429</box>
label-sab-news: سب نیوز <box>14 1040 48 1049</box>
story-38 <box>111 1416 207 1981</box>
label-sab-news: سب نیوز <box>722 1798 755 1807</box>
story-header <box>717 1628 813 1644</box>
label-sab-news: سب نیوز <box>418 449 452 458</box>
story-49 <box>9 1414 106 1455</box>
story-body: لیے اقدامات جاری رکھے جائیں گے جبکہ اجلاس میں مختلف امور پر تفصیلی غور کیا گیا اور فیصلہ کیا گیا کہ آئندہ بھی اس حوالے سے کام <box>9 979 106 1031</box>
story-number: 10 <box>683 224 711 238</box>
column-7 <box>108 19 209 2574</box>
story-header <box>313 122 409 138</box>
story-number: 27 <box>279 23 307 37</box>
story-header <box>515 245 611 261</box>
story-body: تمام ادارے اپنی ذمہ داریاں پوری کریں گے عدالت نے سماعت ملتوی کر دی اور فریقین کو نوٹس جاری کر دیے گئے کے سلسلے میں حکومت نے اس بات پر زور دیا ہے کہ عوام کو ریلیف فراہم کیا جائے اور ملک میں معاشی استحکام کے لیے اقدامات جاری رکھے جائیں گے جبکہ اجلاس میں مختلف امور پر تفصیلی غور کیا گیا اور فیصلہ کیا گیا کہ آئندہ بھی اس حوالے سے کام جاری رہے گا وزیراعظم نے کہا کہ پاکستان ترقی کی راہ پر گامزن ہے اور تمام ادارے اپنی ذمہ داریاں پوری کریں گے عدالت نے سماعت ملتوی کر دی اور فریقین کو نوٹس جاری کر دیے گئے کے سلسلے میں حکومت نے اس بات پر زور دیا ہے کہ عوام کو ریلیف فراہم کیا جائے اور ملک میں معاشی استحکام کے لیے اقدامات جاری رکھے جائیں گے جبکہ اجلاس میں مختلف امور پر تفصیلی غور کیا گیا اور فیصلہ کیا <box>111 1146 207 1411</box>
story-label <box>10 1115 77 1129</box>
label-baqiya: بقیہ <box>150 281 174 292</box>
story-header <box>616 223 712 239</box>
label-baqiya: بقیہ <box>49 961 73 972</box>
story-14 <box>616 1316 712 1591</box>
continued-text: غور کیا گیا اور فیصلہ کیا گیا کہ آئندہ بھی اس حوالے سے کام جاری رہے گا وزیراعظم نے کہا کہ پاکستان ترقی کی راہ پر گامزن ہے اور تمام ادارے اپنی ذمہ داریاں پوری کریں گے عدالت نے سماعت ملتوی کر دی اور فریقین کو نوٹس جاری کر دیے گئے کے سلسلے میں حکومت نے اس بات پر زور دیا ہے کہ عوام کو ریلیف فراہم کیا جائے اور ملک میں معاشی استحکام کے لیے اقدامات جاری رکھے جائیں گے جبکہ اجلاس میں مختلف امور پر تفصیلی غور کیا گیا اور فیصلہ کیا گیا کہ آئندہ بھی اس حوالے سے کام جاری رہے گا وزیراعظم نے کہا کہ پاکستان ترقی کی راہ پر گامزن ہے اور تمام ادارے اپنی ذمہ داریاں پوری کریں گے عدالت نے سماعت ملتوی کر دی اور فریقین کو نوٹس جاری کر دیے گئے کے سلسلے میں حکومت نے اس بات پر زور دیا ہے کہ عوام کو ریلیف فراہم کیا جائے اور ملک میں معاشی استحکام کے لیے اقدامات جاری رکھے جائیں گے جبکہ اجلاس میں مختلف امور پر تفصیلی غور کیا گیا اور فیصلہ کیا گیا کہ آئندہ بھی اس حوالے سے کام جاری رہے گا وزیراعظم نے کہا کہ پاکستان ترقی کی راہ پر گامزن ہے اور تمام ادارے اپنی ذمہ داریاں پوری کریں گے عدالت نے سماعت ملتوی کر دی اور فریقین کو نوٹس جاری کر دیے گئے کے سلسلے میں حکومت نے اس بات پر زور دیا ہے کہ عوام کو ریلیف فراہم کیا جائے اور ملک میں معاشی استحکام کے لیے اقدامات جاری رکھے جائیں گے جبکہ اجلاس میں مختلف امور پر تفصیلی غور کیا گیا اور فیصلہ کیا گیا کہ آئندہ بھی اس حوالے سے کام جاری رہے گا وزیراعظم نے کہا کہ پاکستان ترقی کی راہ پر گامزن ہے اور تمام ادارے اپنی ذمہ داریاں پوری کریں گے عدالت نے سماعت ملتوی کر دی اور فریقین کو نوٹس جاری کر دیے گئے کے سلسلے میں حکومت نے اس بات پر زور دیا ہے کہ عوام کو ریلیف فراہم کیا جائے اور ملک میں معاشی استحکام کے لیے اقدامات جاری رکھے جائیں گے جبکہ اجلاس میں مختلف امور پر تفصیلی غور کیا گیا اور فیصلہ کیا گیا کہ <box>9 1460 106 2060</box>
story-number: 02 <box>784 268 812 282</box>
story-43 <box>9 791 106 955</box>
label-sab-news: سب نیوز <box>620 750 654 759</box>
story-label <box>112 23 178 37</box>
story-29 <box>212 367 308 776</box>
label-baqiya: بقیہ <box>353 715 376 727</box>
story-label <box>314 882 380 895</box>
label-baqiya: بقیہ <box>49 24 73 36</box>
story-header <box>9 22 106 38</box>
label-baqiya: بقیہ <box>757 1340 781 1352</box>
story-number: 31 <box>279 1194 307 1208</box>
label-sab-news: سب نیوز <box>418 26 452 35</box>
story-16 <box>515 245 611 789</box>
story-label <box>618 748 683 762</box>
label-sab-news: سب نیوز <box>14 493 48 503</box>
